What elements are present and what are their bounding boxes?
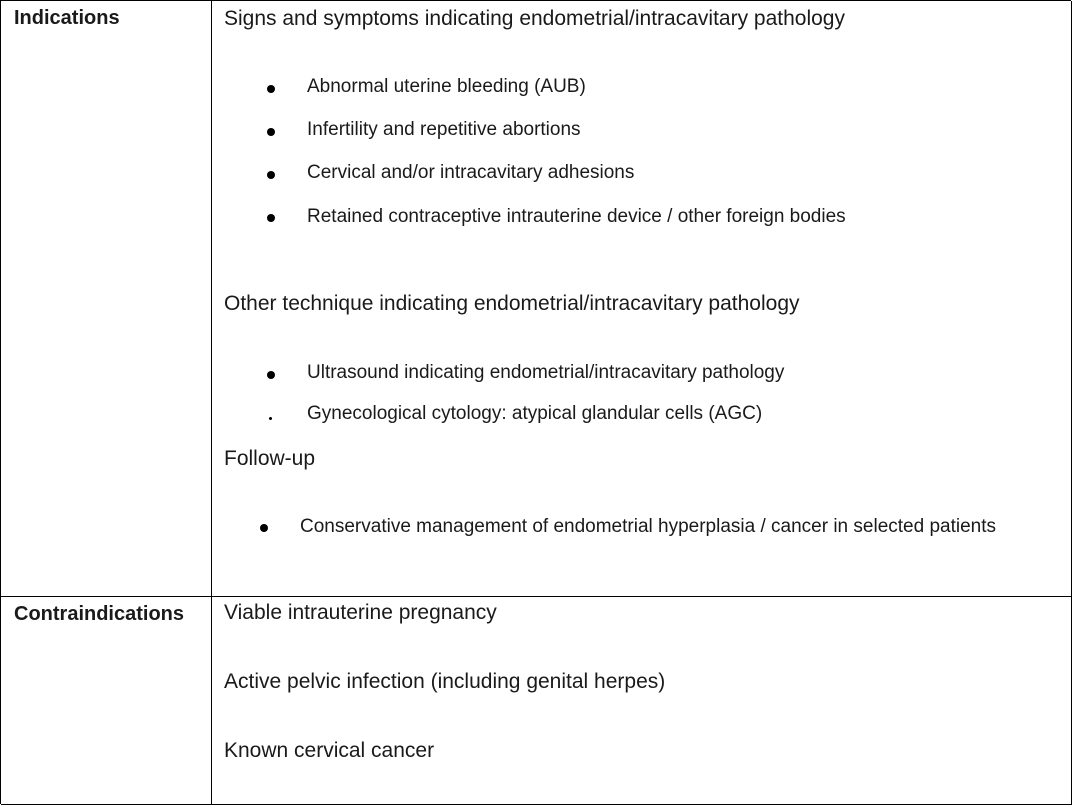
list-item: Infertility and repetitive abortions xyxy=(307,119,581,140)
bullet-dot-icon xyxy=(267,128,275,136)
contraindication-item: Known cervical cancer xyxy=(224,739,435,762)
contraindication-item: Active pelvic infection (including genital herpes) xyxy=(224,670,666,693)
bullet-dot-icon xyxy=(260,524,268,532)
bullet-dot-icon xyxy=(267,214,275,222)
contraindications-content-cell xyxy=(212,597,1072,805)
indications-content-cell xyxy=(212,1,1072,597)
bullet-dot-icon xyxy=(269,417,272,420)
list-item: Gynecological cytology: atypical glandular cells (AGC) xyxy=(307,403,763,424)
group3-heading: Follow-up xyxy=(224,447,316,470)
contraindications-label-cell xyxy=(1,597,212,805)
bullet-dot-icon xyxy=(267,171,275,179)
group2-heading: Other technique indicating endometrial/intracavitary pathology xyxy=(224,292,800,315)
list-item: Retained contraceptive intrauterine device / other foreign bodies xyxy=(307,206,846,227)
list-item: Conservative management of endometrial hyperplasia / cancer in selected patients xyxy=(300,516,996,537)
indications-label: Indications xyxy=(14,7,120,29)
contraindications-label: Contraindications xyxy=(14,603,185,625)
list-item: Abnormal uterine bleeding (AUB) xyxy=(307,76,586,97)
group1-heading: Signs and symptoms indicating endometrial/intracavitary pathology xyxy=(224,7,845,30)
list-item: Cervical and/or intracavitary adhesions xyxy=(307,162,635,183)
indications-label-cell xyxy=(1,1,212,597)
bullet-dot-icon xyxy=(267,371,275,379)
contraindication-item: Viable intrauterine pregnancy xyxy=(224,601,497,624)
bullet-dot-icon xyxy=(267,85,275,93)
list-item: Ultrasound indicating endometrial/intracavitary pathology xyxy=(307,362,785,383)
